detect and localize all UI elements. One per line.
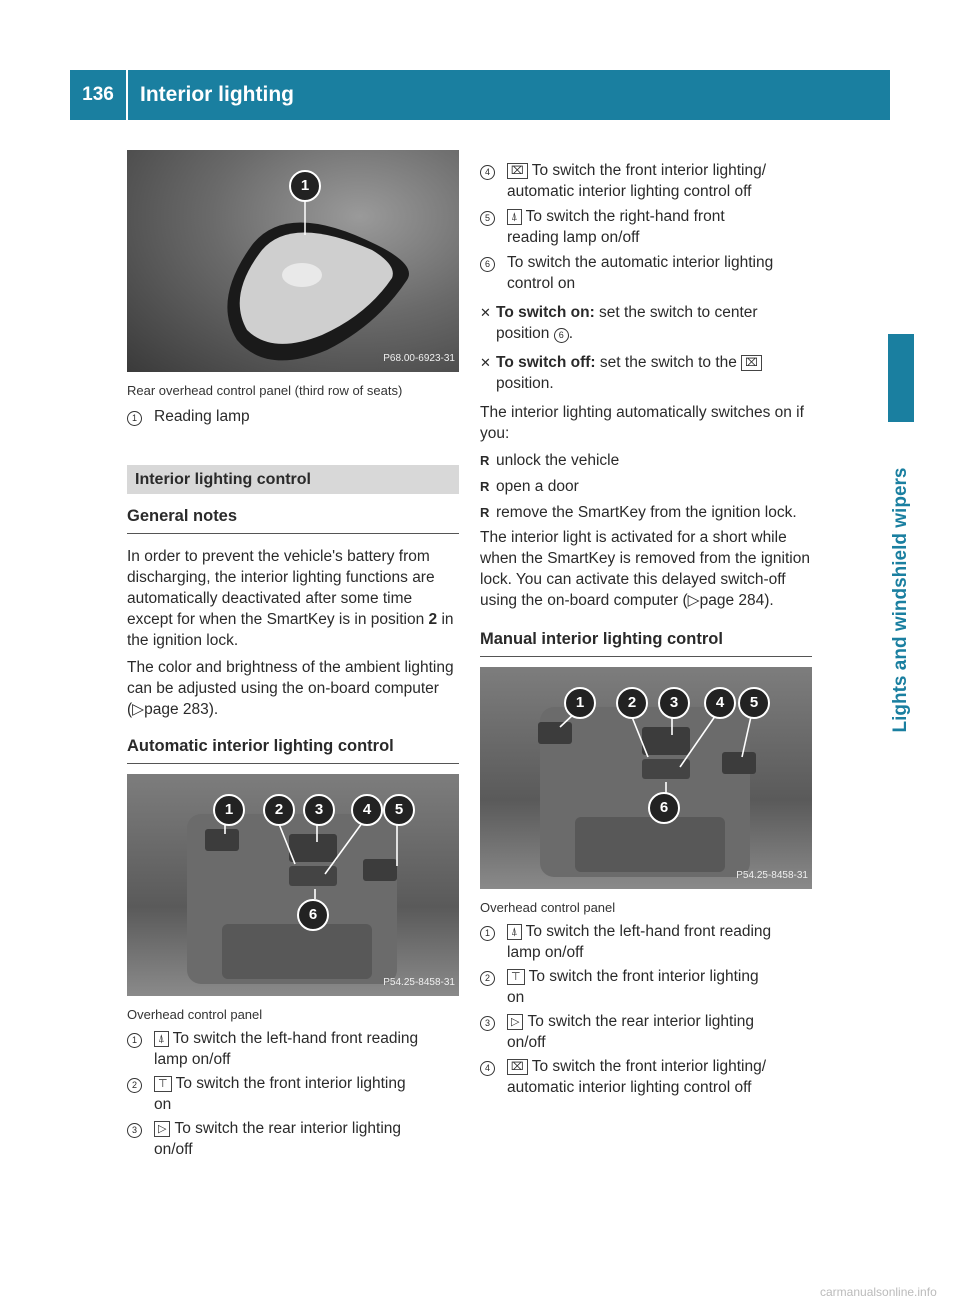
legend-text: on <box>154 1096 172 1113</box>
legend-item <box>127 1028 459 1049</box>
front-light-icon: ⊤ <box>507 969 525 985</box>
reading-lamp-icon: ⍋ <box>507 924 522 940</box>
callout-marker: 1 <box>564 687 596 719</box>
figure-caption: Overhead control panel <box>127 1007 263 1022</box>
legend-number: 3 <box>480 1016 495 1031</box>
callout-marker: 2 <box>616 687 648 719</box>
legend-text: reading lamp on/off <box>507 229 640 246</box>
legend-item <box>127 1118 459 1139</box>
paragraph-delay: The interior light is activated for a short while when the SmartKey is removed from the ignition lock. You can activate this delayed switch-off using the on-board computer (▷page 284). <box>480 529 810 609</box>
legend-number: 2 <box>127 1078 142 1093</box>
callout-marker: 1 <box>213 794 245 826</box>
list-item: R remove the SmartKey from the ignition lock. <box>480 504 797 521</box>
legend-number: 2 <box>480 971 495 986</box>
page-ref-arrow-icon: ▷ <box>132 701 145 718</box>
legend-text: automatic interior lighting control off <box>507 1079 752 1096</box>
callout-marker: 3 <box>658 687 690 719</box>
step-arrow-icon: ✕ <box>480 305 491 320</box>
legend-text: To switch the left-hand front reading <box>525 923 772 940</box>
list-item: R unlock the vehicle <box>480 452 620 469</box>
legend-item <box>127 406 459 427</box>
legend-text: To switch the front interior lighting/ <box>531 162 767 179</box>
callout-marker: 3 <box>303 794 335 826</box>
header-divider <box>126 70 128 120</box>
page-number: 136 <box>82 84 114 105</box>
callout-marker: 6 <box>297 899 329 931</box>
image-code: P54.25-8458-31 <box>383 977 455 988</box>
list-item: R open a door <box>480 478 579 495</box>
callout-marker: 1 <box>289 170 321 202</box>
section-heading: Interior lighting control <box>127 465 459 494</box>
rear-light-icon: ▷ <box>507 1014 523 1030</box>
instruction-step-off: ✕ To switch off: set the switch to the ⌧ position. <box>480 352 812 394</box>
legend-text: automatic interior lighting control off <box>507 183 752 200</box>
legend-text: To switch the automatic interior lighting <box>507 254 774 271</box>
lighting-off-icon: ⌧ <box>741 355 762 371</box>
legend-text: control on <box>507 275 576 292</box>
page-reference-link[interactable]: page 284 <box>699 592 765 609</box>
chapter-label: Lights and windshield wipers <box>890 467 911 733</box>
legend-item <box>480 252 812 273</box>
legend-text: lamp on/off <box>507 944 584 961</box>
overhead-panel-photo <box>127 774 459 996</box>
chapter-tab <box>888 334 914 422</box>
callout-marker: 2 <box>263 794 295 826</box>
image-code: P68.00-6923-31 <box>383 353 455 364</box>
legend-text: on <box>507 989 525 1006</box>
step-arrow-icon: ✕ <box>480 355 491 370</box>
reading-lamp-icon: ⍋ <box>154 1031 169 1047</box>
callout-marker: 4 <box>351 794 383 826</box>
legend-item <box>480 1056 812 1077</box>
legend-number: 6 <box>480 257 495 272</box>
legend-item <box>480 966 812 987</box>
legend-text: To switch the rear interior lighting <box>174 1120 402 1137</box>
paragraph-battery: In order to prevent the vehicle's battery from discharging, the interior lighting functions are automatically deactivated after some time except for when the SmartKey is in position 2 in the ignition lock. <box>127 548 454 649</box>
legend-number: 5 <box>480 211 495 226</box>
lighting-off-icon: ⌧ <box>507 163 528 179</box>
legend-text: To switch the front interior lighting/ <box>531 1058 767 1075</box>
page-ref-arrow-icon: ▷ <box>687 592 700 609</box>
legend-number: 1 <box>127 1033 142 1048</box>
paragraph-ambient: The color and brightness of the ambient lighting can be adjusted using the on-board computer (▷page 283). <box>127 659 454 718</box>
subheading-automatic: Automatic interior lighting control <box>127 736 459 764</box>
page-reference-link[interactable]: page 283 <box>144 701 209 718</box>
legend-number: 1 <box>480 926 495 941</box>
legend-number: 1 <box>127 411 142 426</box>
legend-number: 3 <box>127 1123 142 1138</box>
legend-text: To switch the front interior lighting <box>175 1075 406 1092</box>
instruction-step-on: ✕ To switch on: set the switch to center position 6 . <box>480 304 758 342</box>
rear-light-icon: ▷ <box>154 1121 170 1137</box>
left-column <box>127 150 459 1160</box>
legend-text: on/off <box>154 1141 193 1158</box>
front-light-icon: ⊤ <box>154 1076 172 1092</box>
legend-item <box>480 206 812 227</box>
legend-item <box>480 1011 812 1032</box>
overhead-panel-photo <box>480 667 812 889</box>
callout-marker: 5 <box>738 687 770 719</box>
lighting-off-icon: ⌧ <box>507 1059 528 1075</box>
legend-text: To switch the left-hand front reading <box>172 1030 419 1047</box>
legend-number: 4 <box>480 165 495 180</box>
legend-number: 4 <box>480 1061 495 1076</box>
callout-marker: 4 <box>704 687 736 719</box>
legend-text: To switch the rear interior lighting <box>527 1013 755 1030</box>
figure-caption: Rear overhead control panel (third row of seats) <box>127 383 403 398</box>
reading-lamp-icon: ⍋ <box>507 209 522 225</box>
callout-marker: 6 <box>648 792 680 824</box>
paragraph-auto-intro: The interior lighting automatically switches on if you: <box>480 404 804 442</box>
callout-marker: 5 <box>383 794 415 826</box>
page-title: Interior lighting <box>140 83 294 106</box>
legend-text: To switch the right-hand front <box>525 208 725 225</box>
legend-text: on/off <box>507 1034 546 1051</box>
figure-caption: Overhead control panel <box>480 900 616 915</box>
legend-item <box>127 1073 459 1094</box>
subheading-manual: Manual interior lighting control <box>480 629 812 657</box>
image-code: P54.25-8458-31 <box>736 870 808 881</box>
right-column <box>480 160 812 1098</box>
legend-text: lamp on/off <box>154 1051 231 1068</box>
legend-item <box>480 160 812 181</box>
legend-text: To switch the front interior lighting <box>528 968 759 985</box>
watermark: carmanualsonline.info <box>820 1285 937 1299</box>
subheading-general-notes: General notes <box>127 506 459 534</box>
legend-item <box>480 921 812 942</box>
reading-lamp-photo <box>127 150 459 372</box>
legend-text: Reading lamp <box>154 408 250 425</box>
